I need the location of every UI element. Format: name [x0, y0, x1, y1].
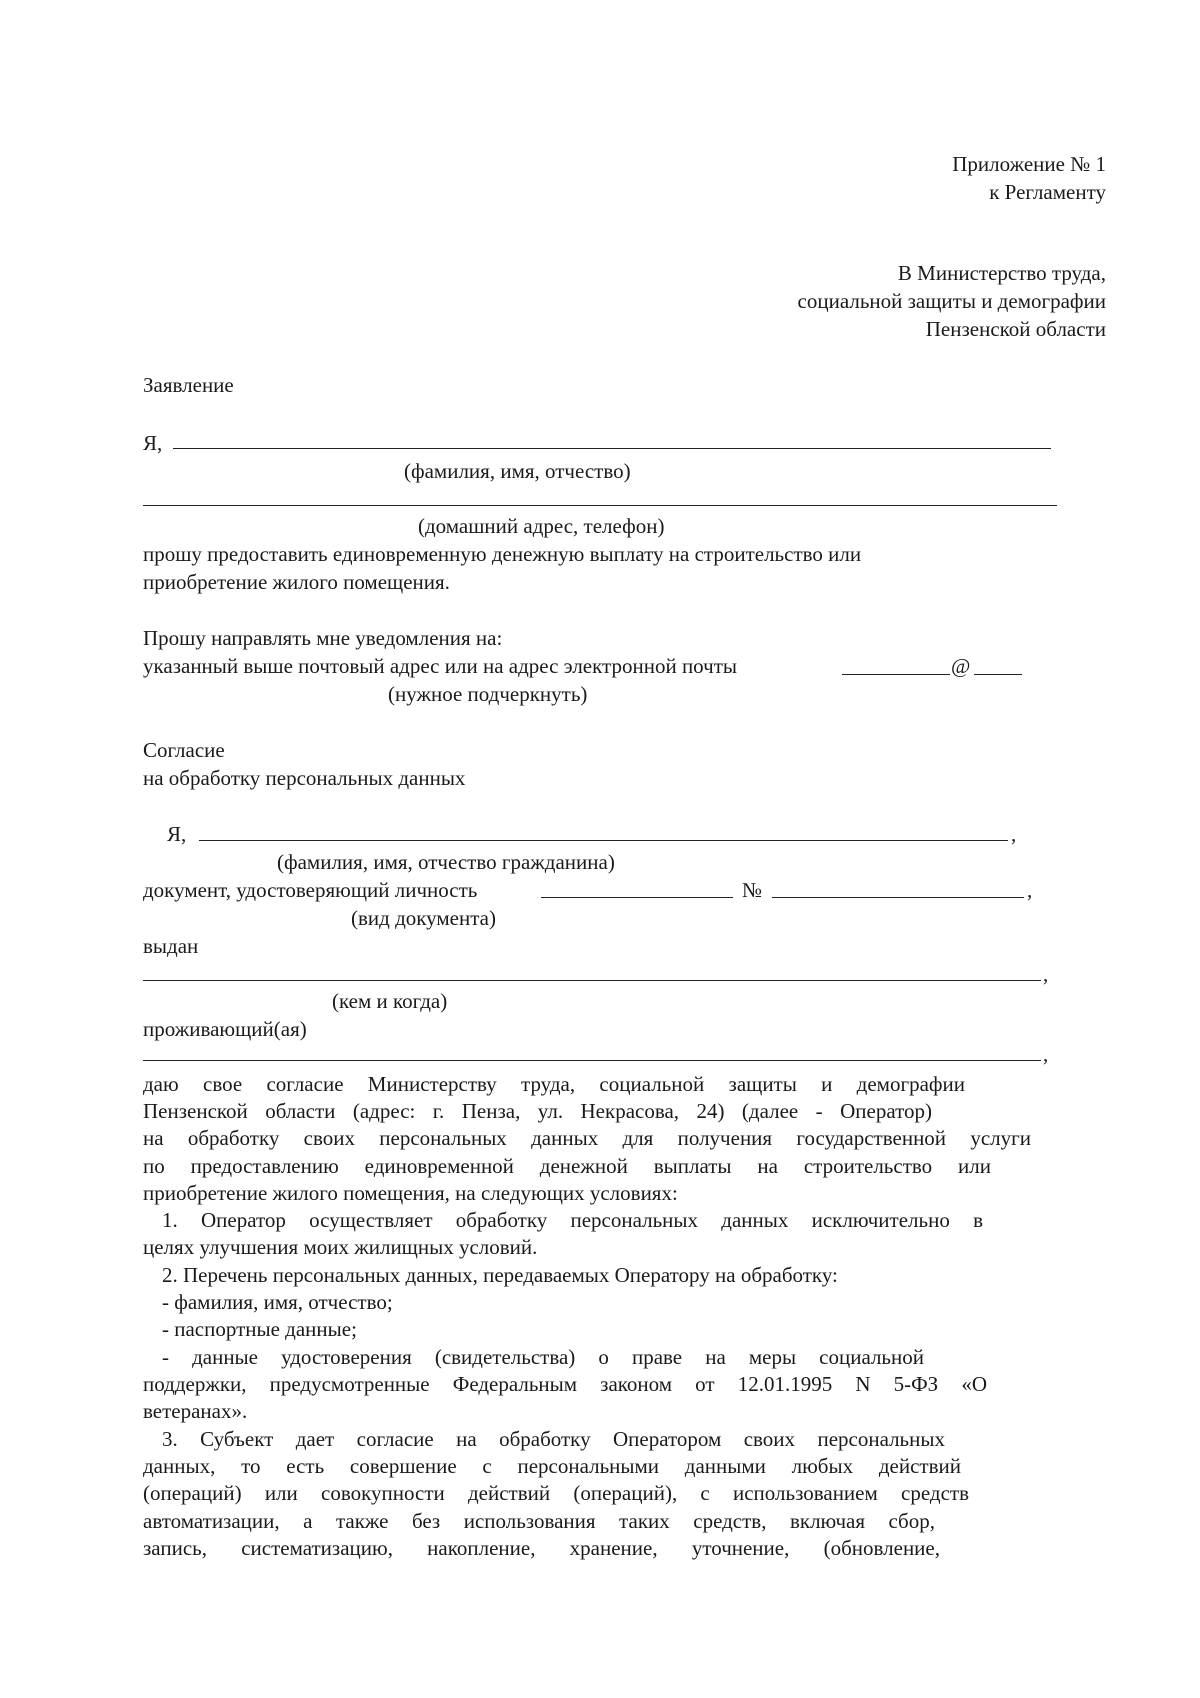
addressee-line-2: социальной защиты и демографии [797, 289, 1106, 313]
id-document-label: документ, удостоверяющий личность [143, 878, 478, 902]
email-user-line [842, 674, 950, 675]
issued-caption: (кем и когда) [332, 989, 448, 1013]
document-number-label: № [742, 878, 763, 902]
applicant-address-line [143, 505, 1057, 506]
document-caption: (вид документа) [351, 906, 496, 930]
residing-address-line [143, 1060, 1041, 1061]
item-3-line-3: (операций) или совокупности действий (операций), с использованием средств [143, 1481, 969, 1505]
document-number-comma: , [1027, 878, 1033, 902]
consent-title-line-2: на обработку персональных данных [143, 766, 466, 790]
address-caption: (домашний адрес, телефон) [418, 514, 665, 538]
request-line-2: приобретение жилого помещения. [143, 570, 450, 594]
consent-body-line-5: приобретение жилого помещения, на следующих условиях: [143, 1181, 678, 1205]
residing-label: проживающий(ая) [143, 1017, 307, 1041]
item-2-bullet-3-line-1: - данные удостоверения (свидетельства) о праве на меры социальной [162, 1345, 924, 1369]
issued-by-line [143, 980, 1041, 981]
notify-line-2: указанный выше почтовый адрес или на адрес электронной почты [143, 654, 737, 678]
consent-i-label: Я, [167, 822, 187, 846]
issued-label: выдан [143, 934, 199, 958]
consent-body-line-4: по предоставлению единовременной денежной выплаты на строительство или [143, 1154, 991, 1178]
item-1-line-2: целях улучшения моих жилищных условий. [143, 1235, 538, 1259]
item-3-line-1: 3. Субъект дает согласие на обработку Оператором своих персональных [162, 1427, 945, 1451]
email-domain-line [974, 674, 1022, 675]
residing-comma: , [1043, 1042, 1049, 1066]
item-2-title: 2. Перечень персональных данных, передаваемых Оператору на обработку: [162, 1263, 838, 1287]
item-3-line-2: данных, то есть совершение с персональными данными любых действий [143, 1454, 961, 1478]
notify-caption: (нужное подчеркнуть) [388, 682, 588, 706]
consent-body-line-1: даю свое согласие Министерству труда, социальной защиты и демографии [143, 1072, 965, 1096]
item-2-bullet-3-line-2: поддержки, предусмотренные Федеральным законом от 12.01.1995 N 5-ФЗ «О [143, 1372, 987, 1396]
item-3-line-5: запись, систематизацию, накопление, хранение, уточнение, (обновление, [143, 1536, 940, 1560]
application-title: Заявление [143, 373, 234, 397]
item-2-bullet-2: - паспортные данные; [162, 1317, 357, 1341]
request-line-1: прошу предоставить единовременную денежную выплату на строительство или [143, 542, 862, 566]
item-2-bullet-3-line-3: ветеранах». [143, 1399, 248, 1423]
addressee-line-1: В Министерство труда, [897, 261, 1106, 285]
item-3-line-4: автоматизации, а также без использования таких средств, включая сбор, [143, 1509, 935, 1533]
issued-by-comma: , [1043, 962, 1049, 986]
applicant-i-label: Я, [143, 431, 163, 455]
consent-title-line-1: Согласие [143, 738, 225, 762]
citizen-fio-comma: , [1011, 822, 1017, 846]
consent-body-line-2: Пензенской области (адрес: г. Пенза, ул. Некрасова, 24) (далее - Оператор) [143, 1099, 932, 1123]
notify-line-1: Прошу направлять мне уведомления на: [143, 626, 503, 650]
citizen-caption: (фамилия, имя, отчество гражданина) [277, 850, 615, 874]
item-1-line-1: 1. Оператор осуществляет обработку персональных данных исключительно в [162, 1208, 983, 1232]
citizen-fio-line [199, 840, 1008, 841]
addressee-line-3: Пензенской области [925, 317, 1106, 341]
consent-body-line-3: на обработку своих персональных данных для получения государственной услуги [143, 1126, 1031, 1150]
email-at-sign: @ [951, 654, 971, 678]
appendix-reference: к Регламенту [989, 180, 1106, 204]
document-number-line [772, 897, 1024, 898]
appendix-number: Приложение № 1 [952, 152, 1106, 176]
item-2-bullet-1: - фамилия, имя, отчество; [162, 1290, 393, 1314]
fio-caption: (фамилия, имя, отчество) [404, 459, 631, 483]
document-type-line [541, 897, 733, 898]
applicant-fio-line [173, 448, 1051, 449]
